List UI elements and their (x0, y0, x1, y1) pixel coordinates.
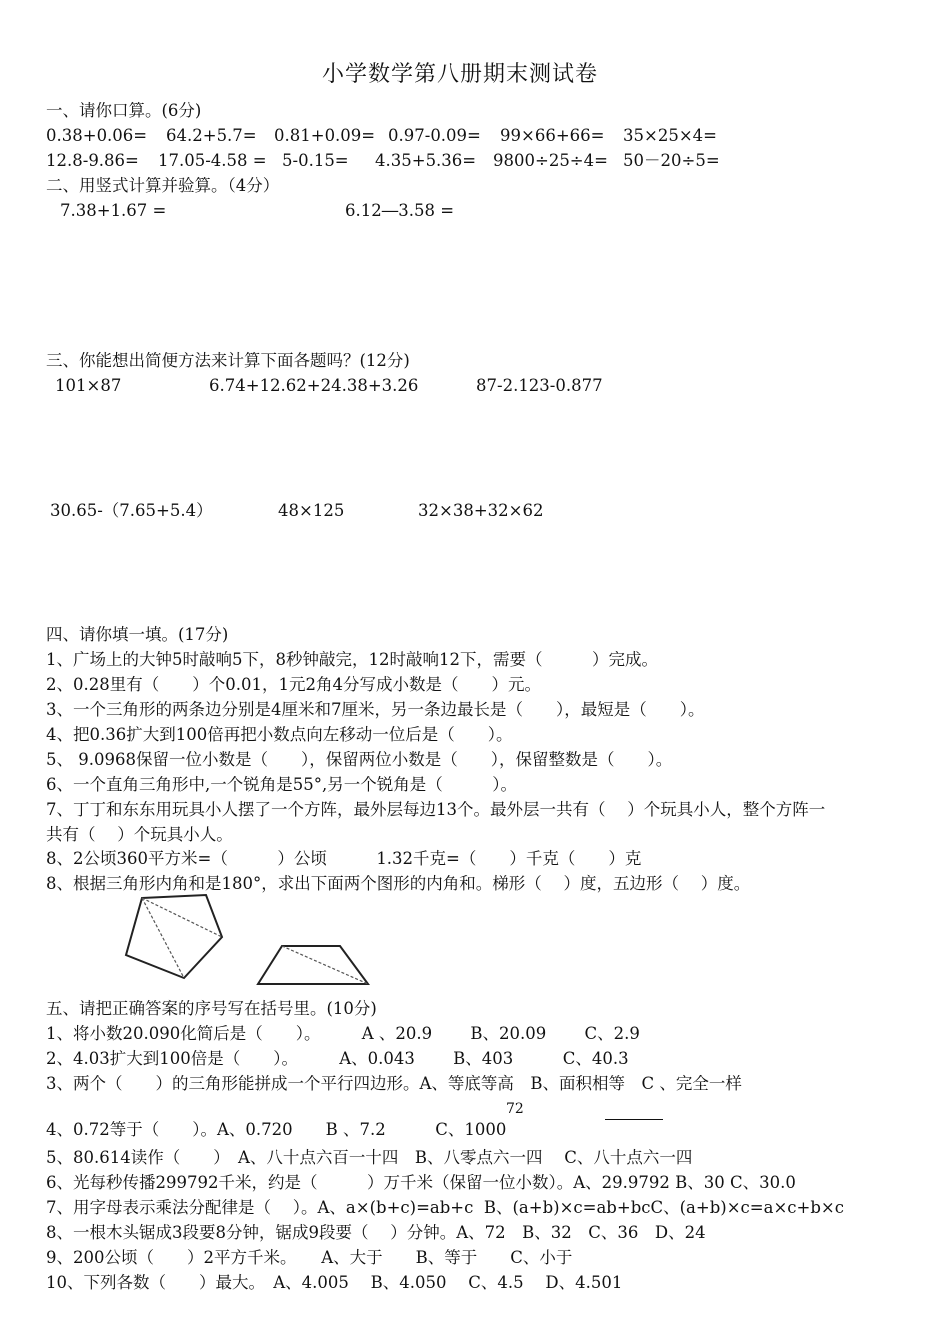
pentagon-figure (120, 892, 230, 987)
s1-r1-c3: 0.81+0.09= (274, 126, 376, 145)
section4-heading: 四、请你填一填。(17分) (46, 625, 229, 644)
s1-r2-c1: 12.8-9.86= (46, 151, 139, 170)
s5-q10: 10、下列各数（ ）最大。 A、4.005 B、4.050 C、4.5 D、4.501 (46, 1273, 623, 1292)
s3-r2-c3: 32×38+32×62 (418, 501, 544, 520)
section1-heading: 一、请你口算。(6分) (46, 101, 202, 120)
s5-q4: 4、0.72等于（ ）。A、0.720 B 、7.2 C、1000 (46, 1120, 507, 1139)
s1-r1-c2: 64.2+5.7= (166, 126, 257, 145)
s3-r1-c3: 87-2.123-0.877 (476, 376, 603, 395)
section3-heading: 三、你能想出简便方法来计算下面各题吗？(12分) (46, 351, 410, 370)
s4-q5: 5、 9.0968保留一位小数是（ ），保留两位小数是（ ），保留整数是（ ）。 (46, 750, 673, 769)
s4-q6: 6、一个直角三角形中,一个锐角是55°,另一个锐角是（ ）。 (46, 775, 517, 794)
s4-q7-line2: 共有（ ）个玩具小人。 (46, 825, 233, 844)
page-title: 小学数学第八册期末测试卷 (322, 62, 599, 87)
s1-r2-c2: 17.05-4.58 = (158, 151, 267, 170)
s4-q4: 4、把0.36扩大到100倍再把小数点向左移动一位后是（ ）。 (46, 725, 513, 744)
s4-q8b: 8、根据三角形内角和是180°，求出下面两个图形的内角和。梯形（ ）度，五边形（ ）度。 (46, 874, 751, 893)
s5-q7: 7、用字母表示乘法分配律是（ ）。A、a×(b+c)=ab+c B、(a+b)×c=ab+bcC、(a+b)×c=a×c+b×c (46, 1198, 844, 1217)
section2-heading: 二、用竖式计算并验算。（4分） (46, 176, 280, 195)
s2-item-1: 7.38+1.67 = (60, 201, 167, 220)
s4-q8a: 8、2公顷360平方米=（ ）公顷 1.32千克=（ ）千克（ ）克 (46, 849, 642, 868)
s5-q1: 1、将小数20.090化简后是（ ）。 A 、20.9 B、20.09 C、2.9 (46, 1024, 640, 1043)
s3-r2-c1: 30.65-（7.65+5.4） (50, 501, 213, 520)
s3-r1-c2: 6.74+12.62+24.38+3.26 (209, 376, 419, 395)
s1-r1-c1: 0.38+0.06= (46, 126, 148, 145)
s5-q2: 2、4.03扩大到100倍是（ ）。 A、0.043 B、403 C、40.3 (46, 1049, 629, 1068)
s1-r2-c6: 50－20÷5= (623, 151, 720, 170)
s1-r2-c3: 5-0.15= (282, 151, 349, 170)
s3-r2-c2: 48×125 (278, 501, 345, 520)
s4-q2: 2、0.28里有（ ）个0.01，1元2角4分写成小数是（ ）元。 (46, 675, 541, 694)
s5-q9: 9、200公顷（ ）2平方千米。 A、大于 B、等于 C、小于 (46, 1248, 573, 1267)
s5-q3: 3、两个（ ）的三角形能拼成一个平行四边形。A、等底等高 B、面积相等 C 、完全一样 (46, 1074, 742, 1093)
s4-q1: 1、广场上的大钟5时敲响5下，8秒钟敲完，12时敲响12下，需要（ ）完成。 (46, 650, 658, 669)
s2-item-2: 6.12―3.58 = (345, 201, 455, 220)
s1-r1-c6: 35×25×4= (623, 126, 717, 145)
s3-r1-c1: 101×87 (55, 376, 122, 395)
fraction-bar (605, 1119, 663, 1120)
s1-r1-c4: 0.97-0.09= (388, 126, 481, 145)
s4-q3: 3、一个三角形的两条边分别是4厘米和7厘米，另一条边最长是（ ），最短是（ ）。 (46, 700, 705, 719)
s1-r2-c5: 9800÷25÷4= (493, 151, 608, 170)
section5-heading: 五、请把正确答案的序号写在括号里。(10分) (46, 999, 377, 1018)
s1-r1-c5: 99×66+66= (500, 126, 605, 145)
trapezoid-figure (254, 942, 374, 990)
s4-q7-line1: 7、丁丁和东东用玩具小人摆了一个方阵，最外层每边13个。最外层一共有（ ）个玩具小人，整个方阵一 (46, 800, 826, 819)
fraction-numerator: 72 (506, 1101, 524, 1117)
s5-q8: 8、一根木头锯成3段要8分钟，锯成9段要（ ）分钟。A、72 B、32 C、36 D、24 (46, 1223, 706, 1242)
s5-q5: 5、80.614读作（ ） A、八十点六百一十四 B、八零点六一四 C、八十点六一四 (46, 1148, 693, 1167)
s5-q6: 6、光每秒传播299792千米，约是（ ）万千米（保留一位小数）。A、29.9792 B、30 C、30.0 (46, 1173, 796, 1192)
s1-r2-c4: 4.35+5.36= (375, 151, 477, 170)
